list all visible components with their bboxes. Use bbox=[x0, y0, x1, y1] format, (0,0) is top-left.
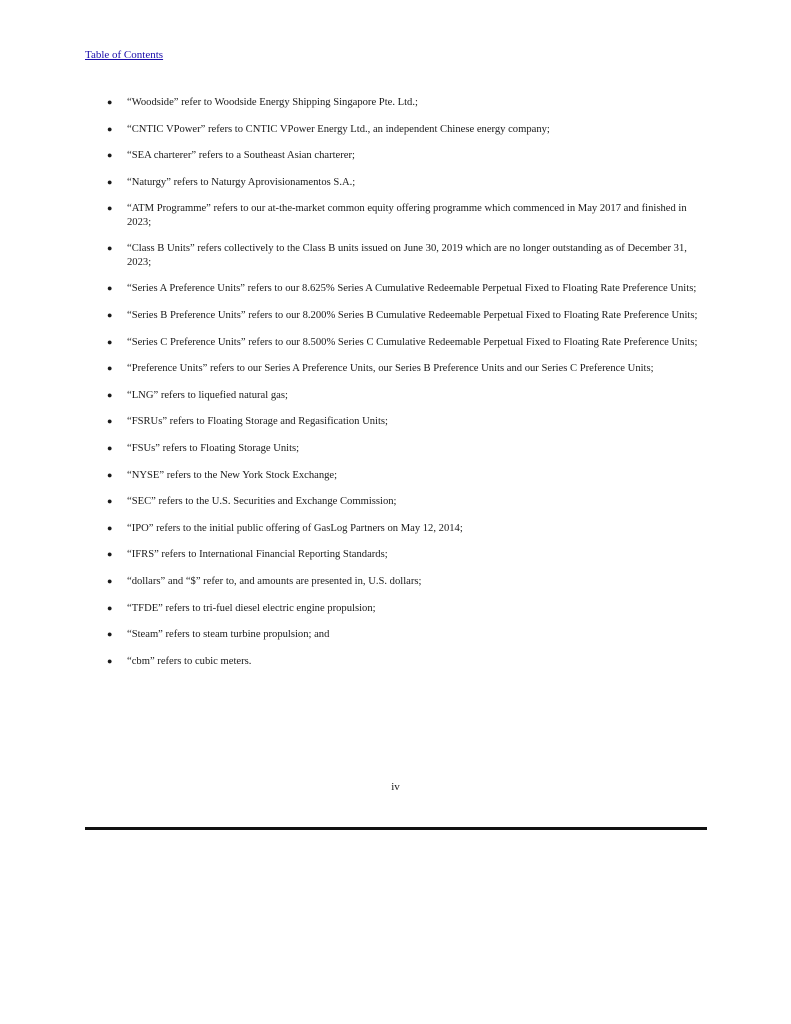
bullet-icon: ● bbox=[107, 176, 113, 187]
bullet-icon: ● bbox=[107, 243, 113, 254]
definition-item bbox=[85, 176, 707, 189]
definition-text: “Naturgy” refers to Naturgy Aprovisionamentos S.A.; bbox=[127, 176, 356, 188]
definition-item bbox=[85, 469, 707, 482]
definition-text: “LNG” refers to liquefied natural gas; bbox=[127, 389, 288, 401]
definition-item bbox=[85, 602, 707, 615]
bullet-icon: ● bbox=[107, 469, 113, 480]
bullet-icon: ● bbox=[107, 150, 113, 161]
definition-text: “dollars” and “$” refer to, and amounts are presented in, U.S. dollars; bbox=[127, 575, 422, 587]
definition-text: “FSUs” refers to Floating Storage Units; bbox=[127, 442, 300, 454]
definition-text: “Series B Preference Units” refers to our 8.200% Series B Cumulative Redeemable Perpetual Fixed to Floating Rate Preference Units; bbox=[127, 309, 698, 321]
definition-item bbox=[85, 362, 707, 375]
definition-item bbox=[85, 123, 707, 136]
definition-text: “FSRUs” refers to Floating Storage and Regasification Units; bbox=[127, 416, 388, 428]
definition-item bbox=[85, 149, 707, 162]
page-number: iv bbox=[391, 781, 400, 793]
bullet-icon: ● bbox=[107, 283, 113, 294]
bullet-icon: ● bbox=[107, 123, 113, 134]
definition-item bbox=[85, 202, 707, 229]
definition-text: “Class B Units” refers collectively to the Class B units issued on June 30, 2019 which are no longer outstanding as of December 31, 2023; bbox=[127, 243, 687, 268]
definition-text: “ATM Programme” refers to our at-the-market common equity offering programme which commenced in May 2017 and finished in 2023; bbox=[127, 203, 687, 228]
definition-item bbox=[85, 389, 707, 402]
definition-text: “Series C Preference Units” refers to our 8.500% Series C Cumulative Redeemable Perpetual Fixed to Floating Rate Preference Units; bbox=[127, 336, 698, 348]
definition-item bbox=[85, 242, 707, 269]
bullet-icon: ● bbox=[107, 496, 113, 507]
bullet-icon: ● bbox=[107, 336, 113, 347]
definition-item bbox=[85, 336, 707, 349]
bullet-icon: ● bbox=[107, 416, 113, 427]
definition-text: “NYSE” refers to the New York Stock Exchange; bbox=[127, 469, 338, 481]
definition-text: “cbm” refers to cubic meters. bbox=[127, 655, 252, 667]
bullet-icon: ● bbox=[107, 203, 113, 214]
bullet-icon: ● bbox=[107, 575, 113, 586]
bullet-icon: ● bbox=[107, 442, 113, 453]
bullet-icon: ● bbox=[107, 309, 113, 320]
definition-text: “Steam” refers to steam turbine propulsion; and bbox=[127, 629, 330, 641]
definition-item bbox=[85, 548, 707, 561]
bullet-icon: ● bbox=[107, 549, 113, 560]
definition-text: “Preference Units” refers to our Series A Preference Units, our Series B Preference Units and our Series C Preference Units; bbox=[127, 363, 654, 375]
definition-text: “TFDE” refers to tri-fuel diesel electric engine propulsion; bbox=[127, 602, 376, 614]
definition-item bbox=[85, 96, 707, 109]
definition-item bbox=[85, 415, 707, 428]
definition-item bbox=[85, 522, 707, 535]
bullet-icon: ● bbox=[107, 655, 113, 666]
definition-text: “SEA charterer” refers to a Southeast Asian charterer; bbox=[127, 150, 355, 162]
table-of-contents-link[interactable]: Table of Contents bbox=[85, 49, 164, 61]
definitions-list bbox=[85, 96, 707, 681]
definition-text: “IPO” refers to the initial public offering of GasLog Partners on May 12, 2014; bbox=[127, 522, 463, 534]
definition-item bbox=[85, 282, 707, 295]
definition-item bbox=[85, 309, 707, 322]
definition-item bbox=[85, 442, 707, 455]
bullet-icon: ● bbox=[107, 522, 113, 533]
definition-item bbox=[85, 628, 707, 641]
bullet-icon: ● bbox=[107, 363, 113, 374]
definition-item bbox=[85, 495, 707, 508]
bullet-icon: ● bbox=[107, 389, 113, 400]
definition-item bbox=[85, 575, 707, 588]
page-divider bbox=[85, 827, 707, 830]
definition-text: “IFRS” refers to International Financial Reporting Standards; bbox=[127, 549, 388, 561]
definition-text: “SEC” refers to the U.S. Securities and Exchange Commission; bbox=[127, 496, 397, 508]
bullet-icon: ● bbox=[107, 97, 113, 107]
definition-text: “Woodside” refer to Woodside Energy Shipping Singapore Pte. Ltd.; bbox=[127, 97, 418, 108]
bullet-icon: ● bbox=[107, 602, 113, 613]
definition-text: “CNTIC VPower” refers to CNTIC VPower Energy Ltd., an independent Chinese energy company; bbox=[127, 123, 550, 135]
definition-text: “Series A Preference Units” refers to our 8.625% Series A Cumulative Redeemable Perpetual Fixed to Floating Rate Preference Units; bbox=[127, 283, 697, 295]
definition-item bbox=[85, 655, 707, 668]
bullet-icon: ● bbox=[107, 629, 113, 640]
